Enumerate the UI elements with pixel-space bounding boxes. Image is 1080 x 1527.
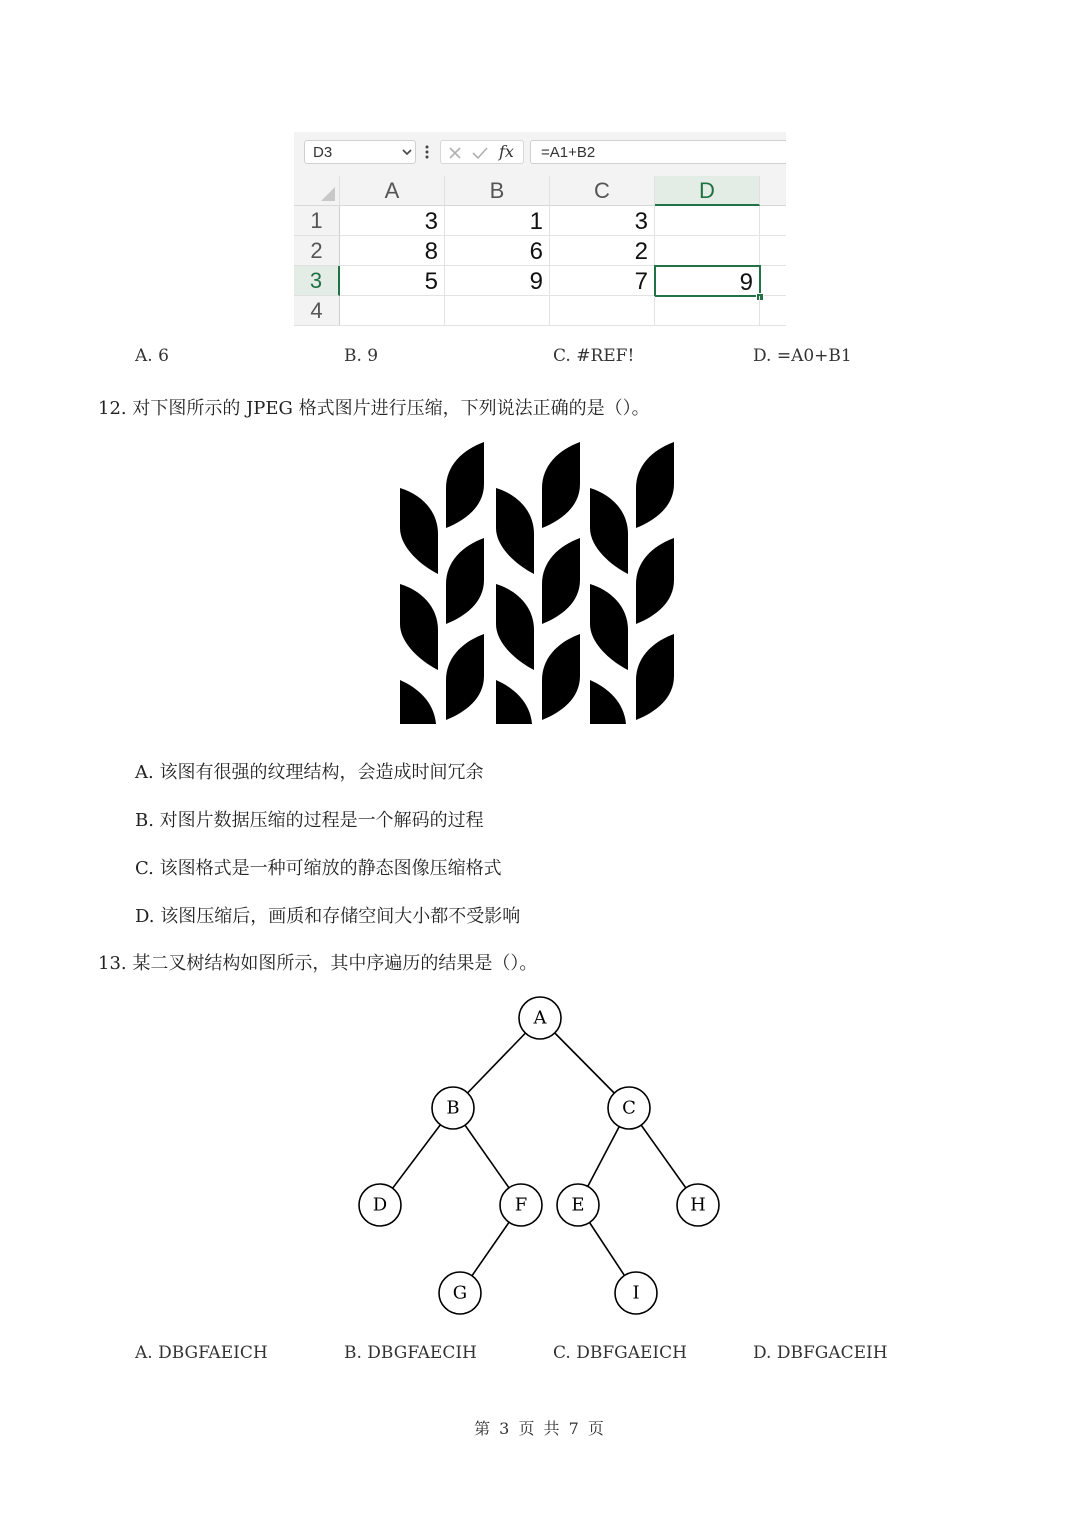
- column-header-d[interactable]: D: [655, 176, 760, 206]
- q11-option-d: D. =A0+B1: [753, 346, 852, 366]
- name-box-value: D3: [313, 144, 333, 161]
- q12-statement-b: B. 对图片数据压缩的过程是一个解码的过程: [135, 810, 484, 831]
- q12-statement-a: A. 该图有很强的纹理结构，会造成时间冗余: [135, 762, 484, 783]
- leaf-column-1: [400, 442, 484, 724]
- page-footer: 第 3 页 共 7 页: [474, 1419, 606, 1438]
- enter-check-icon[interactable]: [471, 145, 489, 161]
- tree-node-h-label: H: [690, 1194, 706, 1216]
- cell-a2[interactable]: 8: [340, 236, 445, 266]
- cell-b1[interactable]: 1: [445, 206, 550, 236]
- leaf-column-2: [496, 442, 580, 724]
- formula-bar[interactable]: [530, 140, 786, 164]
- tree-node-a-label: A: [533, 1007, 547, 1029]
- tree-node-g-label: G: [452, 1282, 468, 1304]
- q13-option-b: B. DBGFAECIH: [344, 1343, 477, 1363]
- q13-option-a: A. DBGFAEICH: [135, 1343, 268, 1363]
- cell-a4[interactable]: [340, 296, 445, 326]
- tree-node-i-label: I: [632, 1282, 640, 1304]
- binary-tree-diagram: [350, 990, 740, 1320]
- insert-function-icon[interactable]: fx: [499, 142, 514, 161]
- q13-option-c: C. DBFGAEICH: [553, 1343, 687, 1363]
- tree-node-b-label: B: [446, 1097, 460, 1119]
- formula-buttons: [440, 140, 524, 164]
- leaf-columns: [400, 442, 674, 724]
- cell-d2[interactable]: [655, 236, 760, 266]
- cell-c2[interactable]: 2: [550, 236, 655, 266]
- q11-option-c: C. #REF!: [553, 346, 635, 366]
- formula-text: =A1+B2: [541, 144, 596, 161]
- row-header-4[interactable]: 4: [294, 296, 340, 326]
- column-header-b[interactable]: B: [445, 176, 550, 206]
- cell-e3[interactable]: [761, 266, 786, 296]
- q11-option-b: B. 9: [344, 346, 379, 366]
- select-all-corner[interactable]: [294, 176, 340, 206]
- cell-e4[interactable]: [760, 296, 786, 326]
- q12-statement-d: D. 该图压缩后，画质和存储空间大小都不受影响: [135, 906, 521, 927]
- sheet-grid: [294, 176, 786, 328]
- cancel-icon[interactable]: [447, 145, 463, 161]
- q13-question: 13. 某二叉树结构如图所示，其中序遍历的结果是（）。: [98, 953, 538, 974]
- q12-question: 12. 对下图所示的 JPEG 格式图片进行压缩，下列说法正确的是（）。: [98, 398, 650, 419]
- tree-node-e-label: E: [571, 1194, 585, 1216]
- leaf-column-3: [590, 442, 674, 724]
- tree-node-f-label: F: [514, 1194, 528, 1216]
- cell-d4[interactable]: [655, 296, 760, 326]
- select-all-triangle-icon: [321, 187, 335, 201]
- cell-e1[interactable]: [760, 206, 786, 236]
- column-header-next[interactable]: [760, 176, 786, 206]
- cell-d1[interactable]: [655, 206, 760, 236]
- row-header-1[interactable]: 1: [294, 206, 340, 236]
- cell-b2[interactable]: 6: [445, 236, 550, 266]
- cell-b4[interactable]: [445, 296, 550, 326]
- cell-a3[interactable]: 5: [340, 266, 445, 296]
- row-header-3[interactable]: 3: [294, 266, 340, 296]
- q11-option-a: A. 6: [135, 346, 169, 366]
- q12-statement-c: C. 该图格式是一种可缩放的静态图像压缩格式: [135, 858, 502, 879]
- more-options-icon[interactable]: [424, 142, 430, 162]
- cell-c3[interactable]: 7: [550, 266, 655, 296]
- name-box[interactable]: [304, 140, 416, 164]
- column-header-a[interactable]: A: [340, 176, 445, 206]
- spreadsheet-screenshot: [294, 132, 786, 328]
- leaf-pattern-image: [398, 440, 674, 726]
- chevron-down-icon[interactable]: [401, 146, 413, 158]
- row-header-2[interactable]: 2: [294, 236, 340, 266]
- q13-option-d: D. DBFGACEIH: [753, 1343, 888, 1363]
- cell-c4[interactable]: [550, 296, 655, 326]
- tree-edges: [380, 1018, 698, 1293]
- cell-d3-active[interactable]: 9: [654, 265, 761, 297]
- cell-a1[interactable]: 3: [340, 206, 445, 236]
- cell-e2[interactable]: [760, 236, 786, 266]
- column-header-c[interactable]: C: [550, 176, 655, 206]
- tree-node-c-label: C: [622, 1097, 636, 1119]
- cell-b3[interactable]: 9: [445, 266, 550, 296]
- tree-node-d-label: D: [372, 1194, 388, 1216]
- cell-c1[interactable]: 3: [550, 206, 655, 236]
